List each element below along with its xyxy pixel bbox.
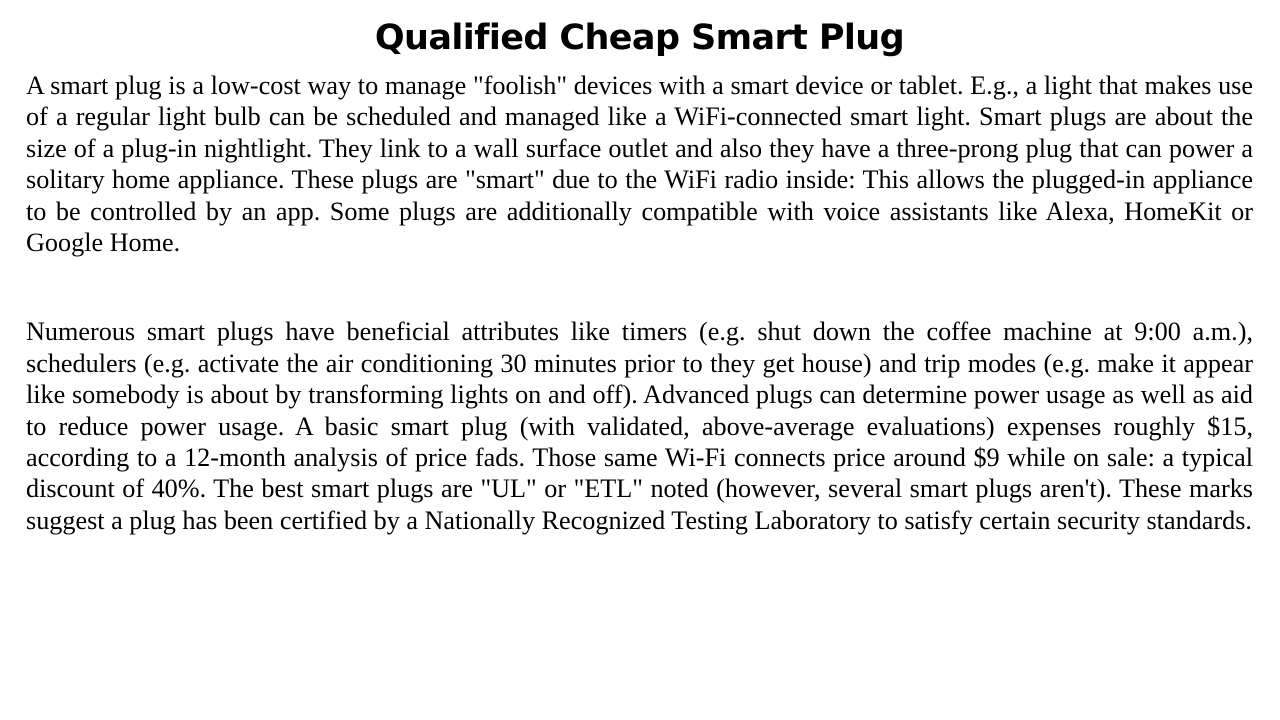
body-paragraph-2: Numerous smart plugs have beneficial attributes like timers (e.g. shut down the coffee machine at 9:00 a.m.), schedulers (e.g. activate the air conditioning 30 minutes prior to they get house) and trip modes (e.g. make it appear like somebody is about by transforming lights on and off). Advanced plugs can determine power usage as well as aid to reduce power usage. A basic smart plug (with validated, above-average evaluations) expenses roughly $15, according to a 12-month analysis of price fads. Those same Wi-Fi connects price around $9 while on sale: a typical discount of 40%. The best smart plugs are "UL" or "ETL" noted (however, several smart plugs aren't). These marks suggest a plug has been certified by a Nationally Recognized Testing Laboratory to satisfy certain security standards. [26,317,1253,535]
slide-title: Qualified Cheap Smart Plug [374,18,905,58]
body-paragraph-1: A smart plug is a low-cost way to manage "foolish" devices with a smart device or tablet. E.g., a light that makes use of a regular light bulb can be scheduled and managed like a WiFi-connected smart light. Smart plugs are about the size of a plug-in nightlight. They link to a wall surface outlet and also they have a three-prong plug that can power a solitary home appliance. These plugs are "smart" due to the WiFi radio inside: This allows the plugged-in appliance to be controlled by an app. Some plugs are additionally compatible with voice assistants like Alexa, HomeKit or Google Home. [26,71,1253,258]
